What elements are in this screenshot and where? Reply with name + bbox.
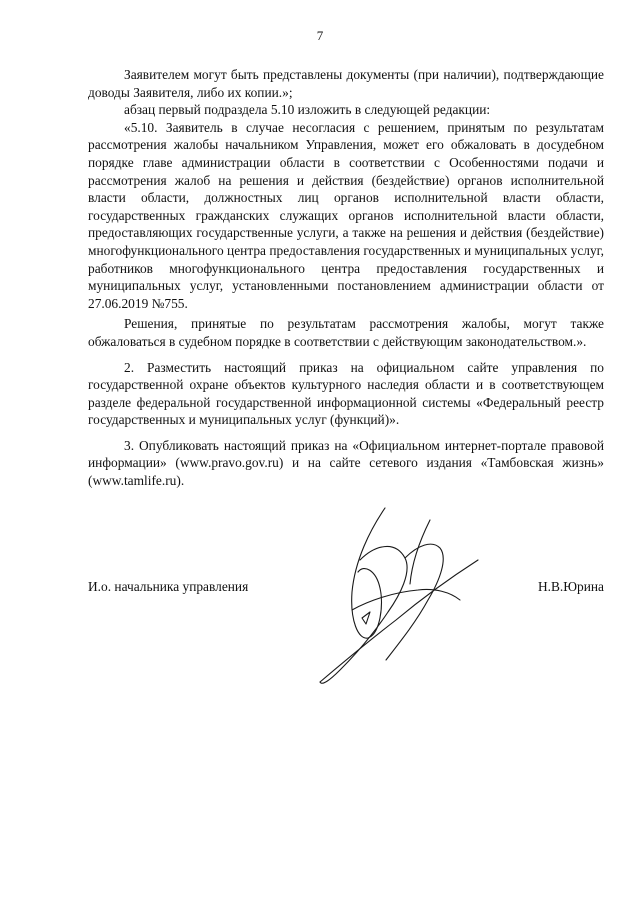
- signatory-position: И.о. начальника управления: [88, 579, 249, 594]
- paragraph-amendment-intro: абзац первый подраздела 5.10 изложить в следующей редакции:: [124, 102, 491, 118]
- signatory-name: Н.В.Юрина: [537, 579, 604, 594]
- paragraph-applicant-documents: Заявителем могут быть представлены документы (при наличии), подтверждающие доводы Заявителя, либо их копии.»;: [88, 67, 604, 100]
- handwritten-signature: [300, 500, 500, 690]
- paragraph-item-3: 3. Опубликовать настоящий приказ на «Официальном интернет-портале правовой информации» (www.pravo.gov.ru) и на сайте сетевого издания «Тамбовская жизнь» (www.tamlife.ru).: [88, 437, 604, 489]
- paragraph-court-appeal: Решения, принятые по результатам рассмотрения жалобы, могут также обжаловаться в судебном порядке в соответствии с действующим законодательством.».: [88, 316, 604, 349]
- page-number: 7: [316, 28, 324, 43]
- paragraph-section-5-10: «5.10. Заявитель в случае несогласия с решением, принятым по результатам рассмотрения жалобы начальником Управления, может его обжаловать в досудебном порядке главе администрации области в соответствии с Особенностями подачи и рассмотрения жалоб на решения и действия (бездействие) органов исполнительной власти области, должностных лиц органов исполнительной власти области, государственных гражданских служащих органов исполнительной власти области, предоставляющих государственные услуги, а также на решения и действия (бездействие) многофункционального центра предоставления государственных и муниципальных услуг, работников многофункционального центра предоставления государственных и муниципальных услуг, установленными постановлением администрации области от 27.06.2019 №755.: [88, 119, 604, 311]
- paragraph-item-2: 2. Разместить настоящий приказ на официальном сайте управления по государственной охране объектов культурного наследия области и в соответствующем разделе федеральной государственной информационной системы «Федеральный реестр государственных и муниципальных услуг (функций)».: [88, 359, 604, 428]
- document-body: [88, 66, 604, 490]
